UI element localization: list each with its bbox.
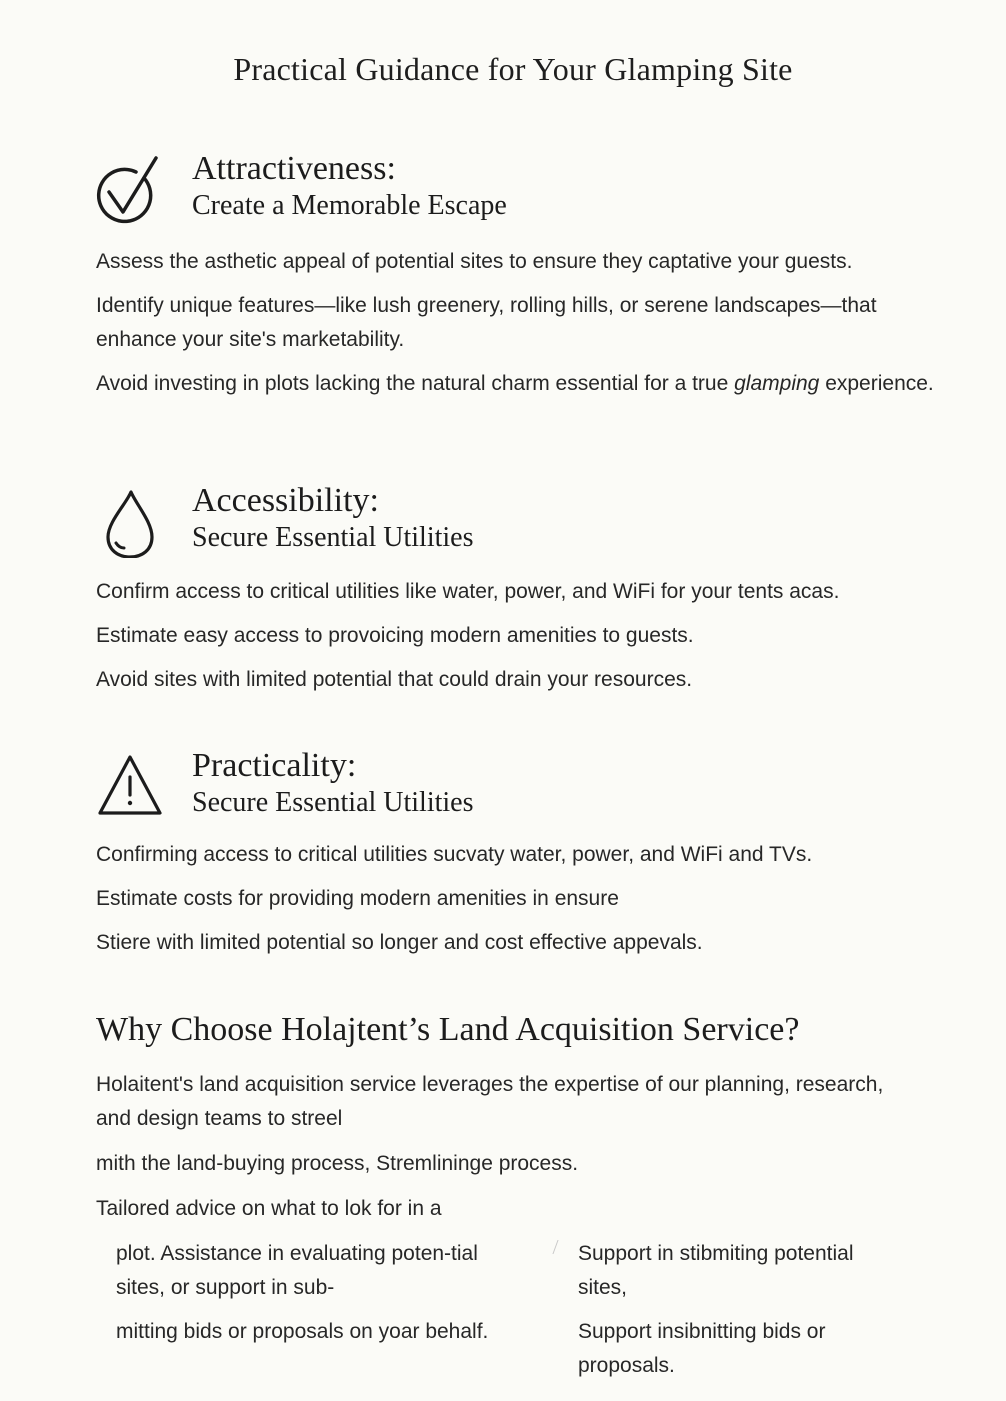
decorative-divider (552, 1240, 561, 1254)
paragraph-text: Avoid investing in plots lacking the natural charm essential for a true (96, 372, 735, 395)
paragraph: Holaitent's land acquisition service leverages the expertise of our planning, research, and design teams to streel (96, 1073, 884, 1130)
section-header (96, 747, 946, 829)
section-header (96, 150, 946, 232)
section-heading (192, 747, 474, 821)
column-paragraph: mitting bids or proposals on yoar behalf. (116, 1320, 489, 1343)
section-subtitle: Secure Essential Utilities (192, 522, 474, 553)
page-title: Practical Guidance for Your Glamping Site (233, 51, 793, 87)
why-heading: Why Choose Holajtent’s Land Acquisition Service? (96, 1011, 800, 1048)
section-heading (192, 482, 474, 556)
section-subtitle: Secure Essential Utilities (192, 787, 474, 818)
paragraph (96, 367, 946, 401)
section-title: Accessibility: (192, 482, 379, 519)
section-body (96, 838, 946, 960)
section-practicality (96, 747, 946, 960)
section-body (96, 245, 946, 401)
section-body (96, 575, 946, 697)
left-column (116, 1237, 506, 1349)
paragraph: Confirming access to critical utilities sucvaty water, power, and WiFi and TVs. (96, 843, 813, 866)
paragraph: Tailored advice on what to lok for in a (96, 1197, 442, 1220)
warning-triangle-icon (96, 747, 168, 823)
section-attractiveness (96, 150, 946, 401)
paragraph: Identify unique features—like lush greenery, rolling hills, or serene landscapes—that enhance your site's marketability. (96, 294, 877, 351)
section-subtitle: Create a Memorable Escape (192, 190, 507, 221)
paragraph: Estimate costs for providing modern amenities in ensure (96, 887, 619, 910)
paragraph: Confirm access to critical utilities like water, power, and WiFi for your tents acas. (96, 580, 840, 603)
paragraph-text: experience. (819, 372, 934, 395)
why-body (96, 1068, 916, 1226)
paragraph: mith the land-buying process, Stremlininge process. (96, 1152, 579, 1175)
section-title: Attractiveness: (192, 150, 396, 187)
paragraph: Stiere with limited potential so longer and cost effective appevals. (96, 931, 703, 954)
column-paragraph: plot. Assistance in evaluating poten-tial sites, or support in sub- (116, 1242, 478, 1299)
section-heading (192, 150, 507, 224)
paragraph: Assess the asthetic appeal of potential sites to ensure they captative your guests. (96, 250, 853, 273)
emphasis-text: glamping (734, 372, 820, 395)
column-paragraph: Support in stibmiting potential sites, (578, 1242, 854, 1299)
section-title: Practicality: (192, 747, 357, 784)
paragraph: Estimate easy access to provoicing modern amenities to guests. (96, 624, 694, 647)
water-drop-icon (96, 482, 168, 558)
section-accessibility (96, 482, 946, 697)
column-paragraph: Support insibnitting bids or proposals. (578, 1320, 826, 1377)
section-header (96, 482, 946, 564)
right-column (578, 1237, 908, 1383)
checkmark-circle-icon (96, 150, 168, 226)
paragraph: Avoid sites with limited potential that could drain your resources. (96, 668, 693, 691)
